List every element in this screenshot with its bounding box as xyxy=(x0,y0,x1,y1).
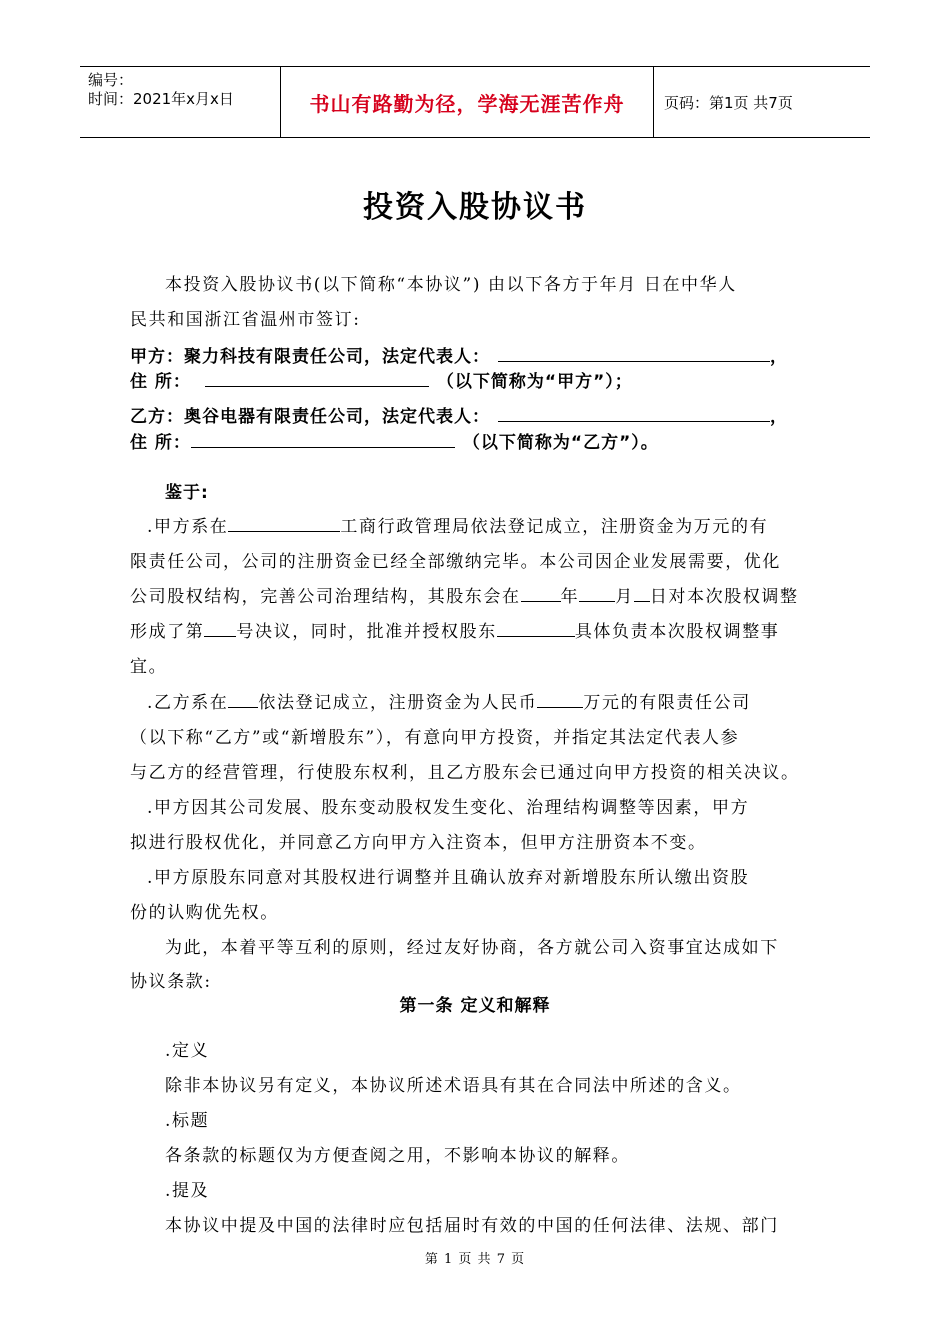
article-1-reference-title: .提及 xyxy=(165,1181,210,1201)
motto: 书山有路勤为径，学海无涯苦作舟 xyxy=(309,91,625,116)
clause-2-blank-capital xyxy=(537,691,583,708)
intro-line-1: 本投资入股协议书(以下简称“本协议”) 由以下各方于年月 日在中华人 xyxy=(165,275,737,295)
header-left-cell xyxy=(80,67,280,137)
article-1-definition-title: .定义 xyxy=(165,1041,210,1061)
clause-1-blank-bureau xyxy=(228,515,340,532)
party-a-line-1 xyxy=(130,342,830,367)
clause-2-text-b: 依法登记成立，注册资金为人民币 xyxy=(258,693,538,713)
clause-1-blank-month xyxy=(579,585,615,602)
party-a-address-label: 住 所： xyxy=(130,372,191,392)
clause-1-text-f: 号决议，同时，批准并授权股东 xyxy=(236,622,497,642)
clause-1-month-label: 月 xyxy=(615,587,634,607)
time-label: 时间：2021年x月x日 xyxy=(88,90,234,108)
clause-1-text-g: 具体负责本次股权调整事 xyxy=(574,622,780,642)
article-1-reference-text: 本协议中提及中国的法律时应包括届时有效的中国的任何法律、法规、部门 xyxy=(165,1216,779,1236)
article-1-definition-text: 除非本协议另有定义，本协议所述术语具有其在合同法中所述的含义。 xyxy=(165,1076,742,1096)
clause-2-blank-place xyxy=(228,691,258,708)
clause-3-line-2: 拟进行股权优化，并同意乙方向甲方入注资本，但甲方注册资本不变。 xyxy=(130,833,707,853)
party-b-address-label: 住 所： xyxy=(130,433,191,453)
clause-1-blank-day xyxy=(634,585,650,602)
clause-1-text-e: 形成了第 xyxy=(130,622,205,642)
clause-1-blank-resolution xyxy=(204,620,236,637)
document-title: 投资入股协议书 xyxy=(363,190,587,225)
clause-2-line-2: （以下称“乙方”或“新增股东”），有意向甲方投资，并指定其法定代表人参 xyxy=(130,728,740,748)
party-b-rep-label: 乙方：奥谷电器有限责任公司，法定代表人： xyxy=(130,407,490,427)
clause-1-line-3 xyxy=(130,582,830,607)
clause-1-blank-year xyxy=(521,585,561,602)
header-motto-cell xyxy=(280,67,654,137)
header-page-cell xyxy=(654,67,870,137)
party-a-rep-label: 甲方：聚力科技有限责任公司，法定代表人： xyxy=(130,347,490,367)
conclusion-line-2: 协议条款: xyxy=(130,972,212,992)
clause-1-line-4 xyxy=(130,617,830,642)
party-b-address-suffix: （以下简称为“乙方”）。 xyxy=(462,433,659,453)
party-b-address-blank xyxy=(191,431,455,448)
party-b-rep-suffix: ， xyxy=(770,407,788,427)
intro-line-2: 民共和国浙江省温州市签订: xyxy=(130,310,361,330)
clause-2-text-c: 万元的有限责任公司 xyxy=(583,693,751,713)
page-label: 页码：第1页 共7页 xyxy=(664,93,793,112)
clause-1-line-1 xyxy=(147,512,847,537)
party-a-address-blank xyxy=(205,370,429,387)
clause-2-line-3: 与乙方的经营管理，行使股东权利，且乙方股东会已通过向甲方投资的相关决议。 xyxy=(130,763,800,783)
clause-1-line-5: 宜。 xyxy=(130,657,168,677)
clause-1-year-label: 年 xyxy=(560,587,580,607)
clause-1-blank-shareholder xyxy=(497,620,575,637)
clause-1-text-d: 日对本次股权调整 xyxy=(649,587,799,607)
clause-4-line-2: 份的认购优先权。 xyxy=(130,903,279,923)
article-1-heading-text: 各条款的标题仅为方便查阅之用，不影响本协议的解释。 xyxy=(165,1146,630,1166)
clause-3-line-1: .甲方因其公司发展、股东变动股权发生变化、治理结构调整等因素，甲方 xyxy=(147,798,750,818)
conclusion-line-1: 为此，本着平等互利的原则，经过友好协商，各方就公司入资事宜达成如下 xyxy=(165,938,779,958)
page-footer: 第 1 页 共 7 页 xyxy=(424,1252,526,1267)
clause-1-line-2: 限责任公司，公司的注册资金已经全部缴纳完毕。本公司因企业发展需要，优化 xyxy=(130,552,781,572)
party-a-rep-suffix: ， xyxy=(770,347,788,367)
party-b-rep-blank xyxy=(498,405,770,422)
clause-4-line-1: .甲方原股东同意对其股权进行调整并且确认放弃对新增股东所认缴出资股 xyxy=(147,868,750,888)
page-header xyxy=(80,66,870,138)
article-1-heading-title: .标题 xyxy=(165,1111,210,1131)
clause-2-line-1 xyxy=(147,688,847,713)
party-a-address-suffix: （以下简称为“甲方”）； xyxy=(436,372,633,392)
party-a-rep-blank xyxy=(498,345,770,362)
number-label: 编号： xyxy=(88,71,134,89)
clause-1-text-c: 公司股权结构，完善公司治理结构，其股东会在 xyxy=(130,587,521,607)
party-b-line-2 xyxy=(130,428,830,453)
clause-1-text-a: .甲方系在 xyxy=(147,517,229,537)
clause-1-text-b: 工商行政管理局依法登记成立，注册资金为万元的有 xyxy=(340,517,769,537)
party-b-line-1 xyxy=(130,402,830,427)
article-1-heading: 第一条 定义和解释 xyxy=(399,996,551,1016)
clause-2-text-a: .乙方系在 xyxy=(147,693,229,713)
party-a-line-2 xyxy=(130,367,830,392)
whereas-heading: 鉴于: xyxy=(165,483,209,503)
